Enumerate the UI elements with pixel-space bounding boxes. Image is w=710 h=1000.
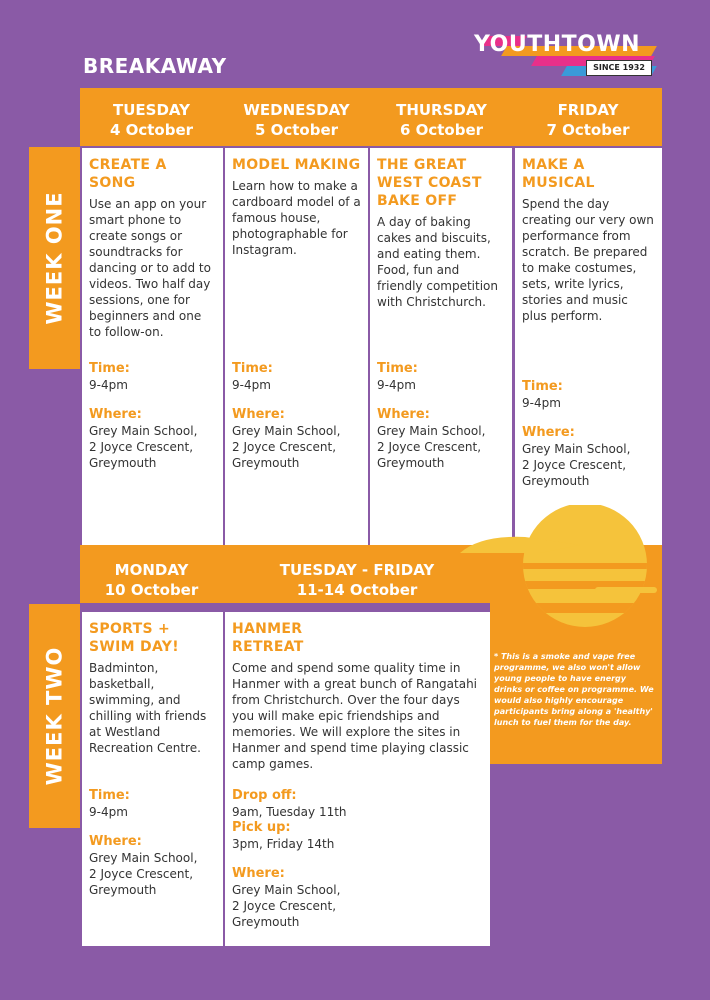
where-line: Greymouth xyxy=(89,456,157,470)
where-line: 2 Joyce Crescent, xyxy=(232,440,337,454)
where-line: 2 Joyce Crescent, xyxy=(232,899,337,913)
where-label: Where: xyxy=(522,425,575,440)
day-name: MONDAY xyxy=(114,561,189,579)
activity-description: Badminton, basketball, swimming, and chilling with friends at Westland Recreation Centre. xyxy=(89,661,207,755)
time-label: Time: xyxy=(89,788,130,803)
where-label: Where: xyxy=(89,834,142,849)
where-line: Grey Main School, xyxy=(232,424,341,438)
day-name: FRIDAY xyxy=(557,101,619,119)
time-label: Time: xyxy=(377,361,418,376)
activity-cell xyxy=(370,148,512,545)
day-name: WEDNESDAY xyxy=(243,101,350,119)
where-label: Where: xyxy=(89,407,142,422)
where-label: Where: xyxy=(232,407,285,422)
activity-title: MAKE A MUSICAL xyxy=(522,157,595,191)
where-line: 2 Joyce Crescent, xyxy=(89,440,194,454)
time-value: 9-4pm xyxy=(89,378,128,392)
week-two-label xyxy=(29,604,80,828)
activity-cell xyxy=(225,148,368,545)
activity-description: Use an app on your smart phone to create songs or soundtracks for dancing or to add to videos. Two half day sessions, one for beginners and one to follow-on. xyxy=(89,197,211,339)
activity-cell xyxy=(82,612,223,946)
day-date: 6 October xyxy=(399,121,484,139)
where-line: Grey Main School, xyxy=(232,883,341,897)
activity-title: HANMER RETREAT xyxy=(232,621,304,655)
where-line: Greymouth xyxy=(89,883,157,897)
activity-cell xyxy=(82,148,223,545)
logo-since-badge: SINCE 1932 xyxy=(586,60,652,76)
youthtown-logo xyxy=(474,28,664,83)
sun-stripe xyxy=(490,563,662,569)
where-line: Grey Main School, xyxy=(377,424,486,438)
activity-description: Spend the day creating our very own performance from scratch. Be prepared to make costumes, sets, write lyrics, stories and music plus perform. xyxy=(522,197,654,323)
dropoff-label: Drop off: xyxy=(232,788,297,803)
activity-title: THE GREAT WEST COAST BAKE OFF xyxy=(377,157,482,209)
where-line: Greymouth xyxy=(232,456,300,470)
day-header xyxy=(224,560,490,600)
activity-cell xyxy=(225,612,490,946)
day-date: 7 October xyxy=(546,121,630,139)
where-line: Greymouth xyxy=(522,474,590,488)
where-line: Grey Main School, xyxy=(89,424,198,438)
day-date: 11-14 October xyxy=(296,581,418,599)
week-two-label-text: WEEK TWO xyxy=(42,646,67,786)
page-title: BREAKAWAY xyxy=(83,54,227,78)
where-line: Greymouth xyxy=(232,915,300,929)
where-line: 2 Joyce Crescent, xyxy=(522,458,627,472)
where-label: Where: xyxy=(377,407,430,422)
day-header xyxy=(224,100,369,140)
cloud-streak xyxy=(595,587,657,593)
where-label: Where: xyxy=(232,866,285,881)
where-line: Grey Main School, xyxy=(522,442,631,456)
week-one-label-text: WEEK ONE xyxy=(42,191,67,325)
day-name: TUESDAY xyxy=(113,101,190,119)
activity-cell xyxy=(515,148,662,545)
week-one-label xyxy=(29,147,80,369)
dropoff-value: 9am, Tuesday 11th xyxy=(232,805,347,819)
time-label: Time: xyxy=(232,361,273,376)
activity-title: MODEL MAKING xyxy=(232,157,361,173)
logo-wordmark: YOUTHTOWN xyxy=(474,32,641,57)
pickup-value: 3pm, Friday 14th xyxy=(232,837,335,851)
day-header xyxy=(370,100,513,140)
time-label: Time: xyxy=(89,361,130,376)
sun-stripe xyxy=(490,603,662,613)
time-value: 9-4pm xyxy=(522,396,561,410)
day-header xyxy=(80,100,223,140)
activity-title: CREATE A SONG xyxy=(89,157,167,191)
time-value: 9-4pm xyxy=(377,378,416,392)
time-value: 9-4pm xyxy=(232,378,271,392)
where-line: Grey Main School, xyxy=(89,851,198,865)
pickup-label: Pick up: xyxy=(232,820,291,835)
time-value: 9-4pm xyxy=(89,805,128,819)
day-date: 5 October xyxy=(254,121,339,139)
activity-description: A day of baking cakes and biscuits, and eating them. Food, fun and friendly competition with Christchurch. xyxy=(377,215,499,309)
time-label: Time: xyxy=(522,379,563,394)
day-name: THURSDAY xyxy=(396,101,487,119)
day-date: 4 October xyxy=(109,121,194,139)
where-line: 2 Joyce Crescent, xyxy=(89,867,194,881)
where-line: Greymouth xyxy=(377,456,445,470)
activity-description: Come and spend some quality time in Hanmer with a great bunch of Rangatahi from Christchurch. Over the four days you will make epic friendships and memories. We will explore the sites in Hanmer and spend time playing classic camp games. xyxy=(232,661,478,771)
day-header xyxy=(514,100,662,140)
where-line: 2 Joyce Crescent, xyxy=(377,440,482,454)
activity-title: SPORTS + SWIM DAY! xyxy=(89,621,179,655)
day-name: TUESDAY - FRIDAY xyxy=(279,561,435,579)
day-date: 10 October xyxy=(104,581,199,599)
smoke-free-note: * This is a smoke and vape free programme, we also won't allow young people to have energy drinks or coffee on programme. We would also highly encourage participants bring along a 'healthy' lunch to fuel them for the day. xyxy=(494,652,654,727)
activity-description: Learn how to make a cardboard model of a famous house, photographable for Instagram. xyxy=(232,179,361,257)
day-header xyxy=(80,560,223,600)
